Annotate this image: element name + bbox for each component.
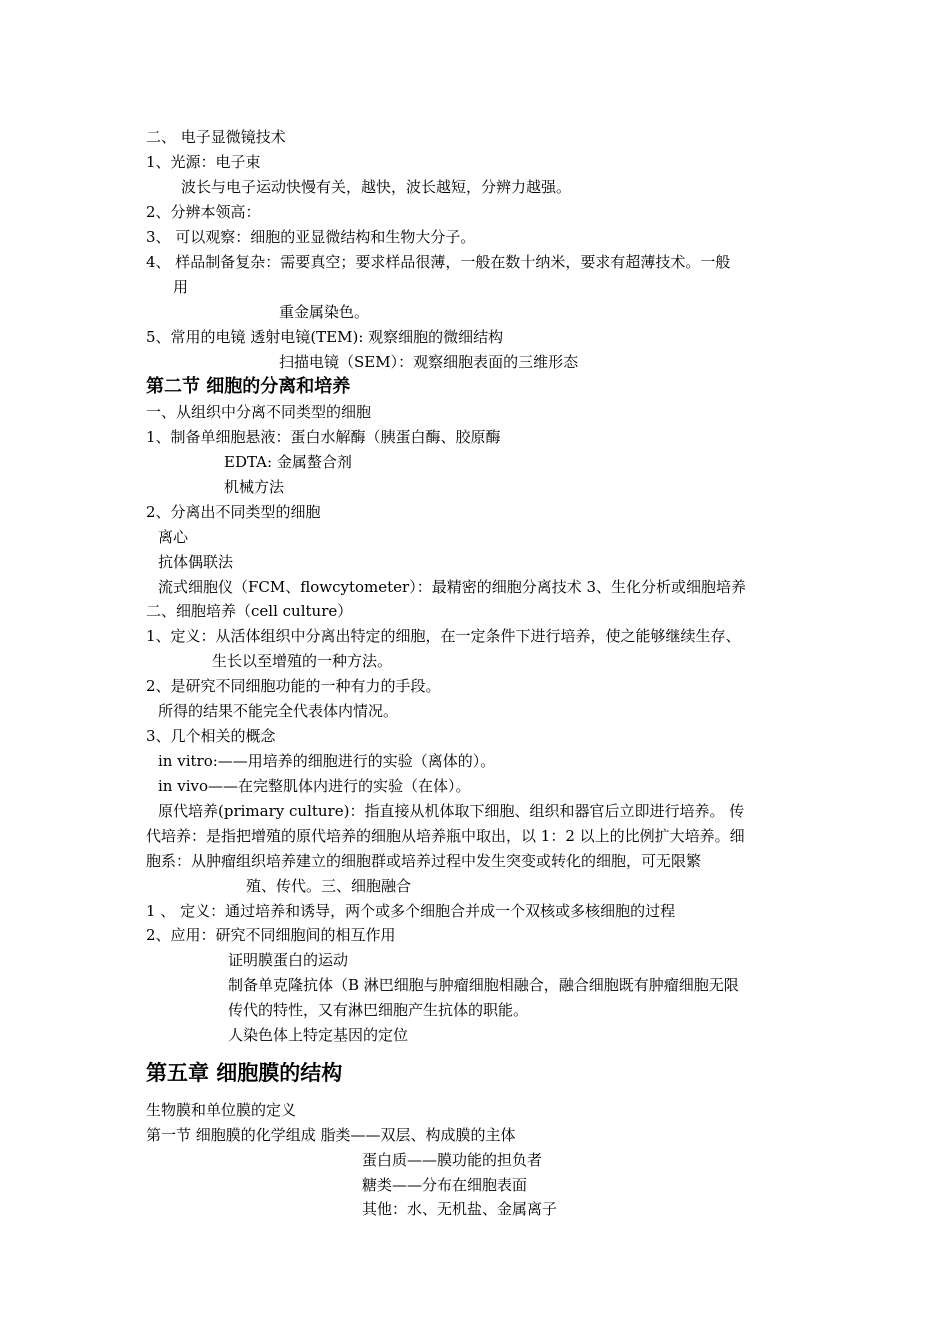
text-line: 抗体偶联法 <box>158 553 234 571</box>
text-line: 扫描电镜（SEM）：观察细胞表面的三维形态 <box>279 353 579 371</box>
text-line: 人染色体上特定基因的定位 <box>228 1026 409 1044</box>
text-line: 波长与电子运动快慢有关，越快，波长越短，分辨力越强。 <box>181 178 572 196</box>
text-line: 3、几个相关的概念 <box>146 727 276 745</box>
text-line: 3、 可以观察：细胞的亚显微结构和生物大分子。 <box>146 228 476 246</box>
text-line: 流式细胞仪（FCM、flowcytometer）：最精密的细胞分离技术 3、生化分析或细胞培养 <box>158 578 747 596</box>
text-line: 糖类——分布在细胞表面 <box>362 1176 528 1194</box>
text-line: 蛋白质——膜功能的担负者 <box>362 1151 543 1169</box>
text-line: 其他：水、无机盐、金属离子 <box>362 1200 558 1218</box>
text-line: 1 、 定义：通过培养和诱导，两个或多个细胞合并成一个双核或多核细胞的过程 <box>146 902 676 920</box>
text-line: 原代培养(primary culture)：指直接从机体取下细胞、组织和器官后立即进行培养。 传 <box>158 802 745 820</box>
text-line: 用 <box>173 278 189 296</box>
text-line: 传代的特性，又有淋巴细胞产生抗体的职能。 <box>228 1001 529 1019</box>
text-line: 1、定义：从活体组织中分离出特定的细胞，在一定条件下进行培养，使之能够继续生存、 <box>146 627 741 645</box>
text-line: 2、是研究不同细胞功能的一种有力的手段。 <box>146 677 441 695</box>
text-line: in vivo——在完整肌体内进行的实验（在体）。 <box>158 777 471 795</box>
text-line: 代培养：是指把增殖的原代培养的细胞从培养瓶中取出，以 1：2 以上的比例扩大培养。细 <box>146 827 745 845</box>
text-line: 重金属染色。 <box>279 303 370 321</box>
text-line: 1、制备单细胞悬液：蛋白水解酶（胰蛋白酶、胶原酶 <box>146 428 501 446</box>
text-line: 第一节 细胞膜的化学组成 脂类——双层、构成膜的主体 <box>146 1126 516 1144</box>
text-line: 5、常用的电镜 透射电镜(TEM): 观察细胞的微细结构 <box>146 328 504 346</box>
text-line: 2、分辨本领高： <box>146 203 261 221</box>
text-line: in vitro:——用培养的细胞进行的实验（离体的）。 <box>158 752 496 770</box>
text-line: 制备单克隆抗体（B 淋巴细胞与肿瘤细胞相融合，融合细胞既有肿瘤细胞无限 <box>228 976 739 994</box>
text-line: 2、应用：研究不同细胞间的相互作用 <box>146 926 396 944</box>
text-line: 离心 <box>158 528 189 546</box>
section-title: 第二节 细胞的分离和培养 <box>146 376 351 397</box>
text-line: 生长以至增殖的一种方法。 <box>212 652 393 670</box>
text-line: 所得的结果不能完全代表体内情况。 <box>158 702 399 720</box>
text-line: 胞系：从肿瘤组织培养建立的细胞群或培养过程中发生突变或转化的细胞，可无限繁 <box>146 852 702 870</box>
text-line: 4、 样品制备复杂：需要真空；要求样品很薄，一般在数十纳米，要求有超薄技术。一般 <box>146 253 731 271</box>
section-heading: 二、 电子显微镜技术 <box>146 128 286 146</box>
text-line: 生物膜和单位膜的定义 <box>146 1101 297 1119</box>
text-line: 1、光源：电子束 <box>146 153 261 171</box>
text-line: 机械方法 <box>224 478 285 496</box>
text-line: 二、细胞培养（cell culture） <box>146 602 353 620</box>
text-line: 殖、传代。三、细胞融合 <box>246 877 412 895</box>
text-line: 一、从组织中分离不同类型的细胞 <box>146 403 372 421</box>
text-line: EDTA: 金属螯合剂 <box>224 453 352 471</box>
text-line: 证明膜蛋白的运动 <box>228 951 349 969</box>
chapter-title: 第五章 细胞膜的结构 <box>146 1060 343 1085</box>
text-line: 2、分离出不同类型的细胞 <box>146 503 321 521</box>
